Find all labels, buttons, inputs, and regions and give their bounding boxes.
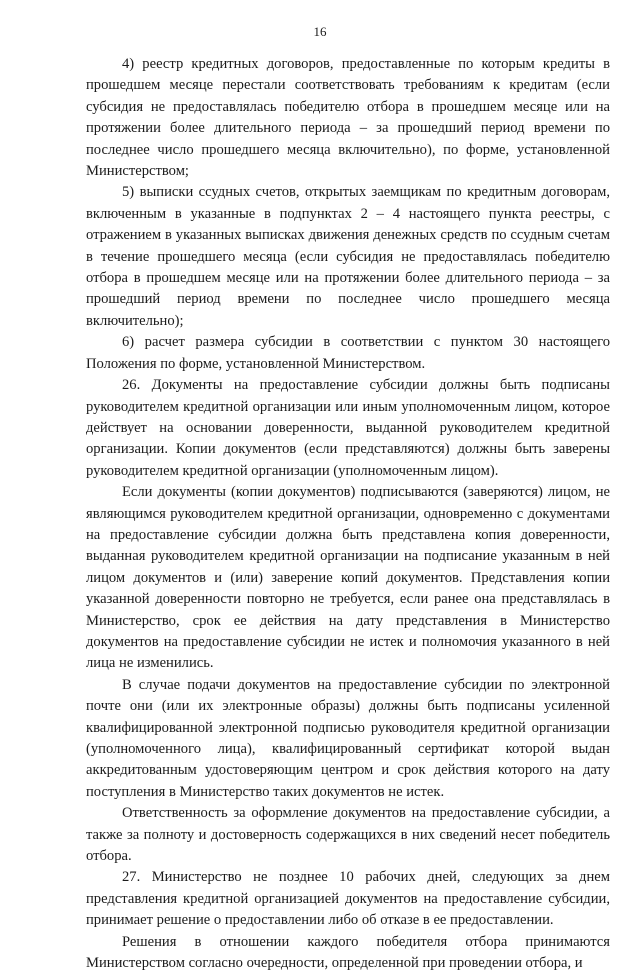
paragraph-item-4-registry: 4) реестр кредитных договоров, предоставленные по которым кредиты в прошедшем месяце перестали соответствовать требованиям к кредитам (если субсидия не предоставлялась победителю отбора в прошедшем месяце или на протяжении более длительного периода – за прошедший период времени по последнее число прошедшего месяца включительно), по форме, установленной Министерством; [86,56,610,180]
paragraph-clause-26: 26. Документы на предоставление субсидии должны быть подписаны руководителем кредитной организации или иным уполномоченным лицом, которое действует на основании доверенности, выданной руководителем кредитной организации. Копии документов (если представляются) должны быть заверены руководителем кредитной организации (уполномоченным лицом). [86,377,610,479]
page-number: 16 [313,24,327,39]
paragraph-responsibility: Ответственность за оформление документов на предоставление субсидии, а также за полноту и достоверность содержащихся в них сведений несет победитель отбора. [86,805,610,865]
paragraph-item-6-calculation: 6) расчет размера субсидии в соответствии с пунктом 30 настоящего Положения по форме, установленной Министерством. [86,334,610,372]
paragraph-electronic-submission: В случае подачи документов на предоставление субсидии по электронной почте они (или их электронные образы) должны быть подписаны усиленной квалифицированной электронной подписью руководителя кредитной организации (уполномоченного лица), квалифицированный сертификат которой выдан аккредитованным удостоверяющим центром и срок действия которого на дату поступления в Министерство таких документов не истек. [86,676,610,800]
paragraph-item-5-statements: 5) выписки ссудных счетов, открытых заемщикам по кредитным договорам, включенным в указанные в подпунктах 2 – 4 настоящего пункта реестры, с отражением в указанных выписках движения денежных средств по ссудным счетам в течение прошедшего месяца (если субсидия не предоставлялась победителю отбора в прошедшем месяце или на протяжении более длительного периода – за прошедший период времени по последнее число прошедшего месяца включительно); [86,184,610,329]
paragraph-decisions: Решения в отношении каждого победителя отбора принимаются Министерством согласно очередности, определенной при проведении отбора, и [86,933,610,972]
paragraph-clause-27: 27. Министерство не позднее 10 рабочих дней, следующих за днем представления кредитной организацией документов на предоставление субсидии, принимает решение о предоставлении либо об отказе в ее предоставлении. [86,869,610,929]
paragraph-power-of-attorney: Если документы (копии документов) подписываются (заверяются) лицом, не являющимся руководителем кредитной организации, одновременно с документами на предоставление субсидии должна быть представлена копия доверенности, выданная руководителем кредитной организации на подписание указанным в ней лицом документов и (или) заверение копий документов. Представления копии указанной доверенности повторно не требуется, если ранее она представлялась в Министерство, срок ее действия на дату представления в Министерство документов на предоставление субсидии не истек и полномочия указанного в ней лица не изменились. [86,484,610,672]
document-body [86,54,610,974]
